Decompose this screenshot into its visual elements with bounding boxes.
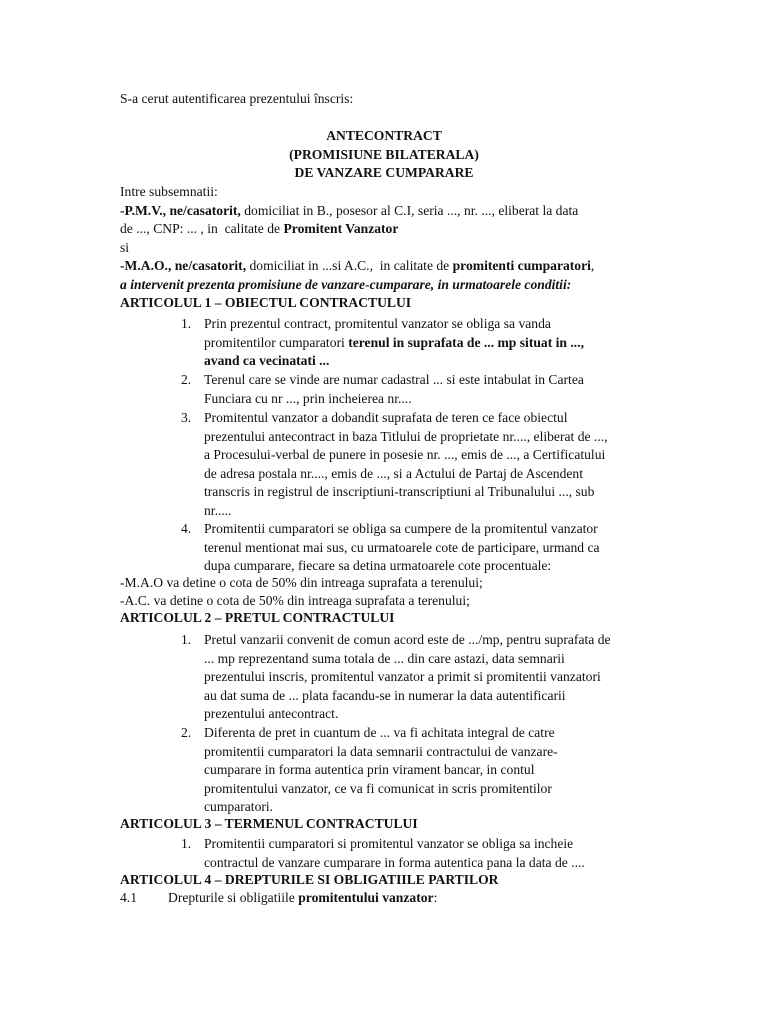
article-4-heading: ARTICOLUL 4 – DREPTURILE SI OBLIGATIILE PARTILOR (120, 872, 499, 887)
art2-item1-line: prezentului inscris, promitentul vanzator a primit si promitentii vanzatori (204, 669, 601, 685)
art4-sub-number: 4.1 (120, 890, 137, 905)
art3-item1-number: 1. (181, 836, 192, 851)
authentication-note: S-a cerut autentificarea prezentului înscris: (120, 91, 354, 106)
art1-item2-line: Terenul care se vinde are numar cadastral ... si este intabulat in Cartea (204, 372, 584, 387)
art2-item1-line: ... mp reprezentand suma totala de ... din care astazi, data semnarii (204, 650, 565, 666)
art1-item1-line (204, 334, 660, 353)
art2-item2 (204, 724, 660, 817)
intro-closing: a intervenit prezenta promisiune de vanzare-cumparare, in urmatoarele conditii: (120, 277, 572, 292)
art1-item1-line: avand ca vecinatati ... (204, 353, 330, 369)
intro-between: Intre subsemnatii: (120, 184, 218, 199)
art4-sub-bold: promitentului vanzator (298, 890, 434, 905)
art1-item1-number: 1. (181, 316, 192, 331)
art1-item3-line: de adresa postala nr...., emis de ..., si a Actului de Partaj de Ascendent (204, 465, 584, 481)
art2-item2-number: 2. (181, 725, 192, 740)
art1-item4-line: dupa cumparare, fiecare sa detina urmatoarele cote procentuale: (204, 558, 552, 574)
party2-role: promitenti cumparatori (452, 258, 591, 273)
art2-item2-line: promitentului vanzator, ce va fi comunicat in scris promitentilor (204, 780, 552, 796)
art2-item1-line: Pretul vanzarii convenit de comun acord este de .../mp, pentru suprafata de (204, 632, 611, 647)
art1-item4 (204, 520, 660, 576)
art1-item3-line: Promitentul vanzator a dobandit suprafata de teren ce face obiectul (204, 410, 568, 425)
art3-item1 (204, 835, 660, 872)
article-3-heading: ARTICOLUL 3 – TERMENUL CONTRACTULUI (120, 816, 418, 831)
art3-item1-line: Promitentii cumparatori si promitentul vanzator se obliga sa incheie (204, 836, 574, 851)
art2-item2-line: cumparare in forma autentica prin virament bancar, in contul (204, 762, 535, 778)
party2-name: -M.A.O., ne/casatorit, (120, 258, 247, 273)
party2-line (120, 257, 594, 276)
art1-item1-text: promitentilor cumparatori (204, 334, 349, 350)
art1-item2-line: Funciara cu nr ..., prin incheierea nr.... (204, 390, 412, 406)
art2-item2-line: cumparatori. (204, 799, 274, 815)
art1-item1 (204, 315, 660, 371)
art4-sub-heading (168, 889, 437, 908)
art2-item1-line: prezentului antecontract. (204, 706, 339, 722)
art1-item1-bold: terenul in suprafata de ... mp situat in ..., (348, 334, 584, 350)
art2-item1 (204, 631, 660, 724)
article-2-heading: ARTICOLUL 2 – PRETUL CONTRACTULUI (120, 610, 395, 625)
conjunction-si: si (120, 240, 130, 255)
art1-item3-line: transcris in registrul de inscriptiuni-transcriptiuni al Tribunalului ..., sub (204, 484, 595, 500)
art1-item3-line: a Procesului-verbal de punere in posesie nr. ..., emis de ..., a Certificatului (204, 447, 606, 463)
document-title: ANTECONTRACT (326, 128, 442, 143)
art2-item2-line: promitentii cumparatori la data semnarii contractului de vanzare- (204, 743, 558, 759)
quota-mao: -M.A.O va detine o cota de 50% din intreaga suprafata a terenului; (120, 575, 483, 590)
art4-sub-text: Drepturile si obligatiile (168, 890, 299, 905)
art1-item4-line: Promitentii cumparatori se obliga sa cumpere de la promitentul vanzator (204, 521, 598, 536)
art1-item2 (204, 371, 660, 408)
art1-item3-line: nr..... (204, 502, 232, 518)
art1-item3 (204, 409, 660, 521)
art2-item1-number: 1. (181, 632, 192, 647)
quota-ac: -A.C. va detine o cota de 50% din intreaga suprafata a terenului; (120, 593, 470, 608)
document-subtitle: (PROMISIUNE BILATERALA) (289, 147, 479, 162)
document-subtitle-2: DE VANZARE CUMPARARE (294, 165, 474, 180)
art1-item3-number: 3. (181, 410, 192, 425)
party1-details: domiciliat in B., posesor al C.I, seria ..., nr. ..., eliberat la data (240, 203, 579, 218)
art1-item4-number: 4. (181, 521, 192, 536)
art3-item1-line: contractul de vanzare cumparare in forma autentica pana la data de .... (204, 854, 585, 870)
art1-item1-line: Prin prezentul contract, promitentul vanzator se obliga sa vanda (204, 316, 551, 331)
party2-comma: , (590, 258, 595, 273)
art1-item4-line: terenul mentionat mai sus, cu urmatoarele cote de participare, urmand ca (204, 539, 600, 555)
party1-details-2: de ..., CNP: ... , in calitate de (120, 221, 284, 236)
article-1-heading: ARTICOLUL 1 – OBIECTUL CONTRACTULUI (120, 295, 412, 310)
party2-details: domiciliat in ...si A.C., in calitate de (246, 258, 453, 273)
art4-sub-colon: : (433, 890, 438, 905)
party1-role: Promitent Vanzator (283, 221, 399, 236)
art1-item3-line: prezentului antecontract in baza Titlului de proprietate nr...., eliberat de ..., (204, 428, 608, 444)
art2-item1-line: au dat suma de ... plata facandu-se in numerar la data autentificarii (204, 687, 566, 703)
party1-name: -P.M.V., ne/casatorit, (120, 203, 241, 218)
party1-line1 (120, 202, 578, 221)
art2-item2-line: Diferenta de pret in cuantum de ... va fi achitata integral de catre (204, 725, 555, 740)
party1-line2 (120, 220, 398, 239)
art1-item2-number: 2. (181, 372, 192, 387)
